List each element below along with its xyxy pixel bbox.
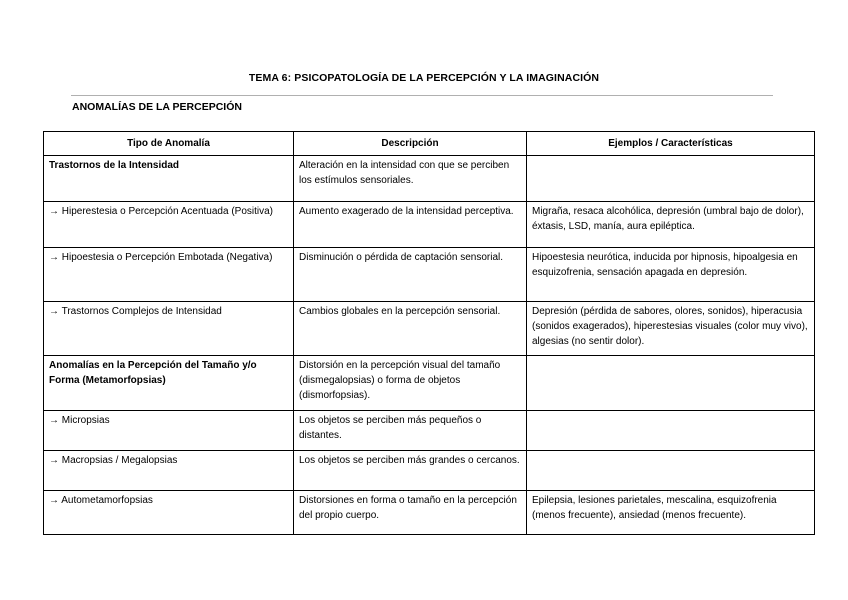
- cell-examples: [527, 156, 815, 202]
- table-row: [44, 156, 815, 202]
- cell-description: Disminución o pérdida de captación sensorial.: [294, 248, 527, 302]
- cell-description: Distorsiones en forma o tamaño en la percepción del propio cuerpo.: [294, 491, 527, 535]
- table-row: [44, 202, 815, 248]
- table-row: [44, 248, 815, 302]
- cell-type: Anomalías en la Percepción del Tamaño y/o Forma (Metamorfopsias): [44, 356, 294, 411]
- section-heading: ANOMALÍAS DE LA PERCEPCIÓN: [72, 101, 242, 113]
- table-row: [44, 302, 815, 356]
- cell-description: Aumento exagerado de la intensidad perceptiva.: [294, 202, 527, 248]
- cell-type: → Micropsias: [44, 411, 294, 451]
- cell-description: Distorsión en la percepción visual del tamaño (dismegalopsias) o forma de objetos (dismorfopsias).: [294, 356, 527, 411]
- cell-description: Los objetos se perciben más pequeños o distantes.: [294, 411, 527, 451]
- table-row: [44, 491, 815, 535]
- cell-description: Cambios globales en la percepción sensorial.: [294, 302, 527, 356]
- cell-examples: [527, 356, 815, 411]
- cell-type: → Macropsias / Megalopsias: [44, 451, 294, 491]
- cell-examples: [527, 411, 815, 451]
- anomalies-table: [43, 131, 815, 535]
- document-title: TEMA 6: PSICOPATOLOGÍA DE LA PERCEPCIÓN Y LA IMAGINACIÓN: [248, 72, 600, 84]
- header-description: Descripción: [294, 132, 527, 156]
- table-row: [44, 411, 815, 451]
- cell-type: → Hipoestesia o Percepción Embotada (Negativa): [44, 248, 294, 302]
- cell-examples: [527, 451, 815, 491]
- cell-type: → Autometamorfopsias: [44, 491, 294, 535]
- title-divider: [71, 95, 773, 96]
- cell-description: Los objetos se perciben más grandes o cercanos.: [294, 451, 527, 491]
- cell-examples: Hipoestesia neurótica, inducida por hipnosis, hipoalgesia en esquizofrenia, sensación apagada en depresión.: [527, 248, 815, 302]
- cell-examples: Epilepsia, lesiones parietales, mescalina, esquizofrenia (menos frecuente), ansiedad (menos frecuente).: [527, 491, 815, 535]
- header-examples: Ejemplos / Características: [527, 132, 815, 156]
- header-type: Tipo de Anomalía: [44, 132, 294, 156]
- cell-type: Trastornos de la Intensidad: [44, 156, 294, 202]
- cell-description: Alteración en la intensidad con que se perciben los estímulos sensoriales.: [294, 156, 527, 202]
- table-row: [44, 356, 815, 411]
- cell-type: → Hiperestesia o Percepción Acentuada (Positiva): [44, 202, 294, 248]
- table-row: [44, 451, 815, 491]
- table-header-row: [44, 132, 815, 156]
- cell-examples: Migraña, resaca alcohólica, depresión (umbral bajo de dolor), éxtasis, LSD, manía, aura epiléptica.: [527, 202, 815, 248]
- cell-type: → Trastornos Complejos de Intensidad: [44, 302, 294, 356]
- cell-examples: Depresión (pérdida de sabores, olores, sonidos), hiperacusia (sonidos exagerados), hiperestesias visuales (color muy vivo), algesias (no sentir dolor).: [527, 302, 815, 356]
